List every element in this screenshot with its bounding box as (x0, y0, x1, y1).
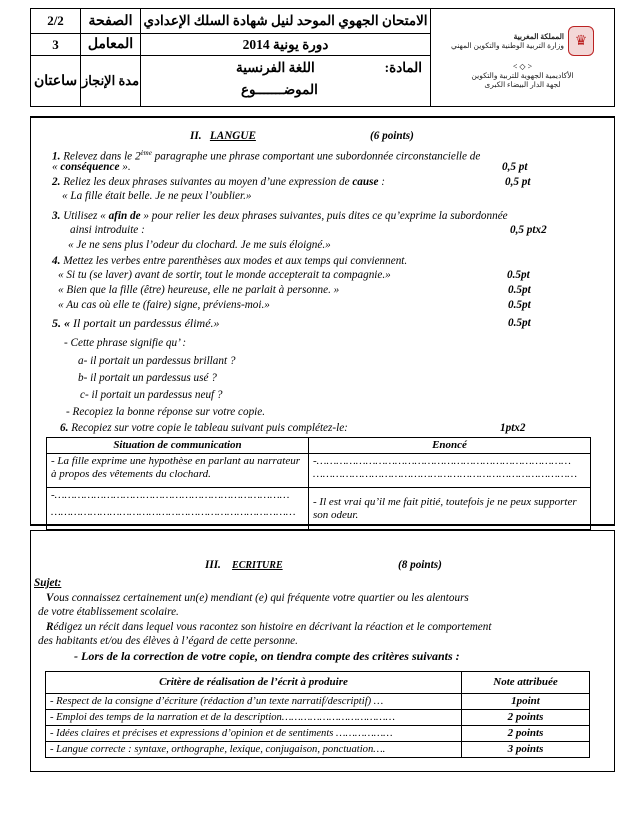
duration-value: ساعتان (31, 56, 81, 107)
ecriture-title: III. ECRITURE (205, 559, 283, 571)
langue-title: II. LANGUE (190, 130, 256, 142)
sujet-paragraph-2: Rédigez un récit dans lequel vous racontez son histoire en décrivant la réaction et le comportement (46, 621, 492, 633)
criteria-row (46, 710, 590, 726)
criteria-label: - Respect de la consigne d’écriture (rédaction d’un texte narratif/descriptif) … (46, 694, 462, 710)
sujet-label: Sujet: (34, 577, 62, 589)
table-row (47, 454, 591, 488)
table-cell: -……………………………………………………………… ………………………………………………………………… (47, 488, 309, 530)
sujet-paragraph-1: Vous connaissez certainement un(e) mendiant (e) qui fréquente votre quartier ou les alentours (46, 592, 469, 604)
question-2: 2. Reliez les deux phrases suivantes au moyen d’une expression de cause : (52, 176, 385, 188)
question-4-example-3: « Au cas où elle te (faire) signe, préviens-moi.» (58, 299, 270, 311)
question-2-points: 0,5 pt (505, 176, 531, 188)
question-6: 6. Recopiez sur votre copie le tableau suivant puis complétez-le: (60, 422, 348, 434)
table-header-situation: Situation de communication (47, 438, 309, 454)
criteria-intro: - Lors de la correction de votre copie, on tiendra compte des critères suivants : (74, 649, 460, 663)
logo-ministry: وزارة التربية الوطنية والتكوين المهني (450, 41, 565, 50)
question-1-cont: « conséquence ». (52, 161, 131, 173)
sujet-paragraph-2-cont: des habitants et/ou des élèves à l’égard de cette personne. (38, 635, 298, 647)
question-5: 5. « Il portait un pardessus élimé.» (52, 316, 220, 330)
criteria-header-note: Note attribuée (462, 672, 590, 694)
academy-logo (431, 9, 615, 107)
choice-b: b- il portait un pardessus usé ? (78, 372, 217, 384)
question-1-points: 0,5 pt (502, 161, 528, 173)
question-3-points: 0,5 ptx2 (510, 224, 547, 236)
duration-label: مدة الإنجاز (81, 56, 141, 107)
criteria-note: 3 points (462, 742, 590, 758)
table-header-enonce: Enoncé (309, 438, 591, 454)
logo-kingdom: المملكة المغربية (513, 32, 565, 41)
logo-region: لجهة الدار البيضاء الكبرى (484, 80, 561, 89)
question-3-example: « Je ne sens plus l’odeur du clochard. Je me suis éloigné.» (68, 239, 331, 251)
table-cell: - Il est vrai qu’il me fait pitié, toutefois je ne peux supporter son odeur. (309, 488, 591, 530)
coefficient-value: 3 (31, 34, 81, 56)
logo-symbol: < ◇ > (512, 62, 533, 71)
subject-label: المادة: (384, 60, 422, 75)
ecriture-points: (8 points) (398, 559, 442, 571)
page-label: الصفحة (81, 9, 141, 34)
criteria-row (46, 742, 590, 758)
criteria-note: 2 points (462, 726, 590, 742)
table-cell: -…………………………………………………………………… ……………………………………………………………………… (309, 454, 591, 488)
question-4-example-2: « Bien que la fille (être) heureuse, elle ne parlait à personne. » (58, 284, 340, 296)
question-4-example-1: « Si tu (se laver) avant de sortir, tout le monde accepterait ta compagnie.» (58, 269, 391, 281)
question-5-points: 0.5pt (508, 317, 531, 329)
criteria-row (46, 694, 590, 710)
session: دورة يونية 2014 (141, 34, 431, 56)
question-2-example: « La fille était belle. Je ne peux l’oublier.» (62, 190, 252, 202)
question-5-instruction: - Recopiez la bonne réponse sur votre copie. (66, 406, 266, 418)
criteria-label: - Langue correcte : syntaxe, orthographe, lexique, conjugaison, ponctuation…. (46, 742, 462, 758)
choice-a: a- il portait un pardessus brillant ? (78, 355, 236, 367)
question-4: 4. Mettez les verbes entre parenthèses aux modes et aux temps qui conviennent. (52, 255, 408, 267)
criteria-row (46, 726, 590, 742)
topic-label: الموضـــــــوع (241, 82, 318, 97)
question-5-sub: - Cette phrase signifie qu’ : (64, 337, 187, 349)
question-6-points: 1ptx2 (500, 422, 526, 434)
criteria-label: - Idées claires et précises et expressions d’opinion et de sentiments ……………… (46, 726, 462, 742)
criteria-label: - Emploi des temps de la narration et de la description……………………………… (46, 710, 462, 726)
exam-title: الامتحان الجهوي الموحد لنيل شهادة السلك الإعدادي (141, 9, 431, 34)
criteria-note: 2 points (462, 710, 590, 726)
question-4-points-1: 0.5pt (507, 269, 530, 281)
coefficient-label: المعامل (81, 34, 141, 56)
table-row (47, 488, 591, 530)
logo-academy: الأكاديمية الجهوية للتربية والتكوين (471, 71, 574, 80)
table-cell: - La fille exprime une hypothèse en parlant au narrateur à propos des vêtements du clochard. (47, 454, 309, 488)
sujet-paragraph-1-cont: de votre établissement scolaire. (38, 606, 179, 618)
exam-header (30, 8, 615, 107)
criteria-header-label: Critère de réalisation de l’écrit à produire (46, 672, 462, 694)
coat-of-arms-icon: ♛ (568, 26, 594, 56)
langue-points: (6 points) (370, 130, 414, 142)
criteria-note: 1point (462, 694, 590, 710)
criteria-table (45, 671, 590, 758)
question-3: 3. Utilisez « afin de » pour relier les deux phrases suivantes, puis dites ce qu’exprime la subordonnée (52, 210, 508, 222)
question-4-points-2: 0.5pt (508, 284, 531, 296)
communication-table (46, 437, 591, 530)
choice-c: c- il portait un pardessus neuf ? (80, 389, 223, 401)
subject-value: اللغة الفرنسية (236, 60, 315, 75)
question-4-points-3: 0.5pt (508, 299, 531, 311)
question-3-cont: ainsi introduite : (70, 224, 145, 236)
page-number: 2/2 (31, 9, 81, 34)
question-1: 1. Relevez dans le 2ème paragraphe une phrase comportant une subordonnée circonstancielle de (52, 149, 481, 163)
